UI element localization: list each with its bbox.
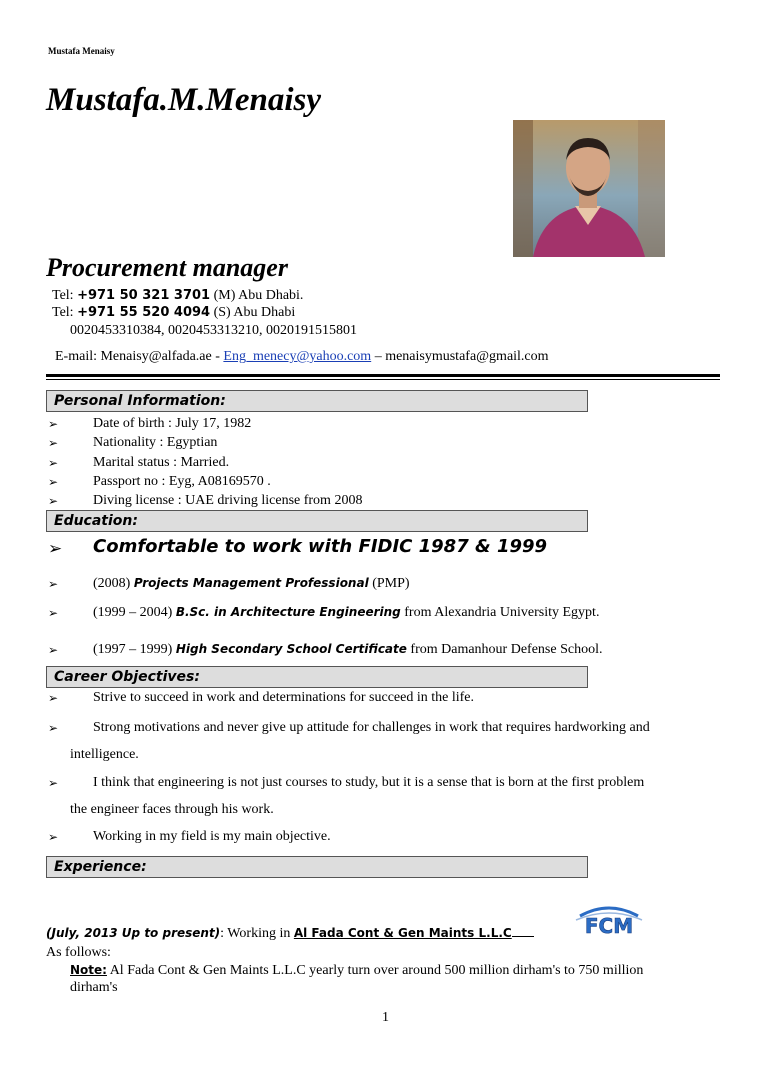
experience-note: Note: Al Fada Cont & Gen Maints L.L.C yearly turn over around 500 million dirham's to 750 million xyxy=(70,963,644,978)
bullet-icon: ➢ xyxy=(48,417,59,431)
personal-marital-status: Marital status : Married. xyxy=(93,455,230,470)
note-label: Note: xyxy=(70,963,107,977)
personal-dob: Date of birth : July 17, 1982 xyxy=(93,416,252,431)
education-item-secondary: (1997 – 1999) High Secondary School Certificate from Damanhour Defense School. xyxy=(93,642,603,657)
objective-2: Strong motivations and never give up attitude for challenges in work that requires hardworking and xyxy=(93,720,650,735)
objective-3: I think that engineering is not just courses to study, but it is a sense that is born at the first problem xyxy=(93,775,645,790)
education-headline: Comfortable to work with FIDIC 1987 & 1999 xyxy=(93,536,548,557)
bullet-icon: ➢ xyxy=(48,776,59,790)
experience-period: (July, 2013 Up to present) xyxy=(46,926,221,940)
experience-note-cont: dirham's xyxy=(70,980,118,995)
objective-4: Working in my field is my main objective. xyxy=(93,829,331,844)
logo-text: FCM xyxy=(584,914,634,936)
bullet-icon: ➢ xyxy=(48,643,59,657)
bullet-icon: ➢ xyxy=(48,721,59,735)
objective-1: Strive to succeed in work and determinations for succeed in the life. xyxy=(93,690,474,705)
personal-nationality: Nationality : Egyptian xyxy=(93,435,218,450)
experience-entry: (July, 2013 Up to present): Working in Al Fada Cont & Gen Maints L.L.C xyxy=(46,926,534,942)
email-line: E-mail: Menaisy@alfada.ae - Eng_menecy@yahoo.com – menaisymustafa@gmail.com xyxy=(55,349,549,364)
bullet-icon: ➢ xyxy=(48,606,59,620)
objective-3-cont: the engineer faces through his work. xyxy=(70,802,274,817)
bullet-icon: ➢ xyxy=(48,494,59,508)
section-personal-information: Personal Information: xyxy=(46,390,588,412)
section-education: Education: xyxy=(46,510,588,532)
bullet-icon: ➢ xyxy=(48,456,59,470)
bullet-icon: ➢ xyxy=(48,539,63,558)
candidate-name: Mustafa.M.Menaisy xyxy=(46,82,322,118)
bullet-icon: ➢ xyxy=(48,830,59,844)
personal-passport: Passport no : Eyg, A08169570 . xyxy=(93,474,271,489)
objective-2-cont: intelligence. xyxy=(70,747,139,762)
section-experience: Experience: xyxy=(46,856,588,878)
company-logo xyxy=(572,902,646,936)
divider-thin xyxy=(46,379,720,380)
job-title: Procurement manager xyxy=(46,253,288,282)
section-career-objectives: Career Objectives: xyxy=(46,666,588,688)
bullet-icon: ➢ xyxy=(48,436,59,450)
experience-company: Al Fada Cont & Gen Maints L.L.C xyxy=(293,926,512,940)
page-number: 1 xyxy=(382,1010,389,1025)
phone-line-1: Tel: +971 50 321 3701 (M) Abu Dhabi. xyxy=(52,288,304,303)
secondary-number[interactable]: +971 55 520 4094 xyxy=(77,305,211,320)
mobile-number[interactable]: +971 50 321 3701 xyxy=(77,288,211,303)
personal-license: Diving license : UAE driving license from 2008 xyxy=(93,493,363,508)
divider-thick xyxy=(46,374,720,377)
phone-line-2: Tel: +971 55 520 4094 (S) Abu Dhabi xyxy=(52,305,296,320)
education-item-bsc: (1999 – 2004) B.Sc. in Architecture Engineering from Alexandria University Egypt. xyxy=(93,605,600,620)
running-header: Mustafa Menaisy xyxy=(48,46,115,56)
other-phones: 0020453310384, 0020453313210, 0020191515801 xyxy=(70,323,357,338)
education-item-pmp: (2008) Projects Management Professional (PMP) xyxy=(93,576,410,591)
email-link[interactable]: Eng_menecy@yahoo.com xyxy=(223,349,372,364)
bullet-icon: ➢ xyxy=(48,577,59,591)
bullet-icon: ➢ xyxy=(48,691,59,705)
as-follows: As follows: xyxy=(46,945,111,960)
profile-photo xyxy=(513,120,665,257)
bullet-icon: ➢ xyxy=(48,475,59,489)
